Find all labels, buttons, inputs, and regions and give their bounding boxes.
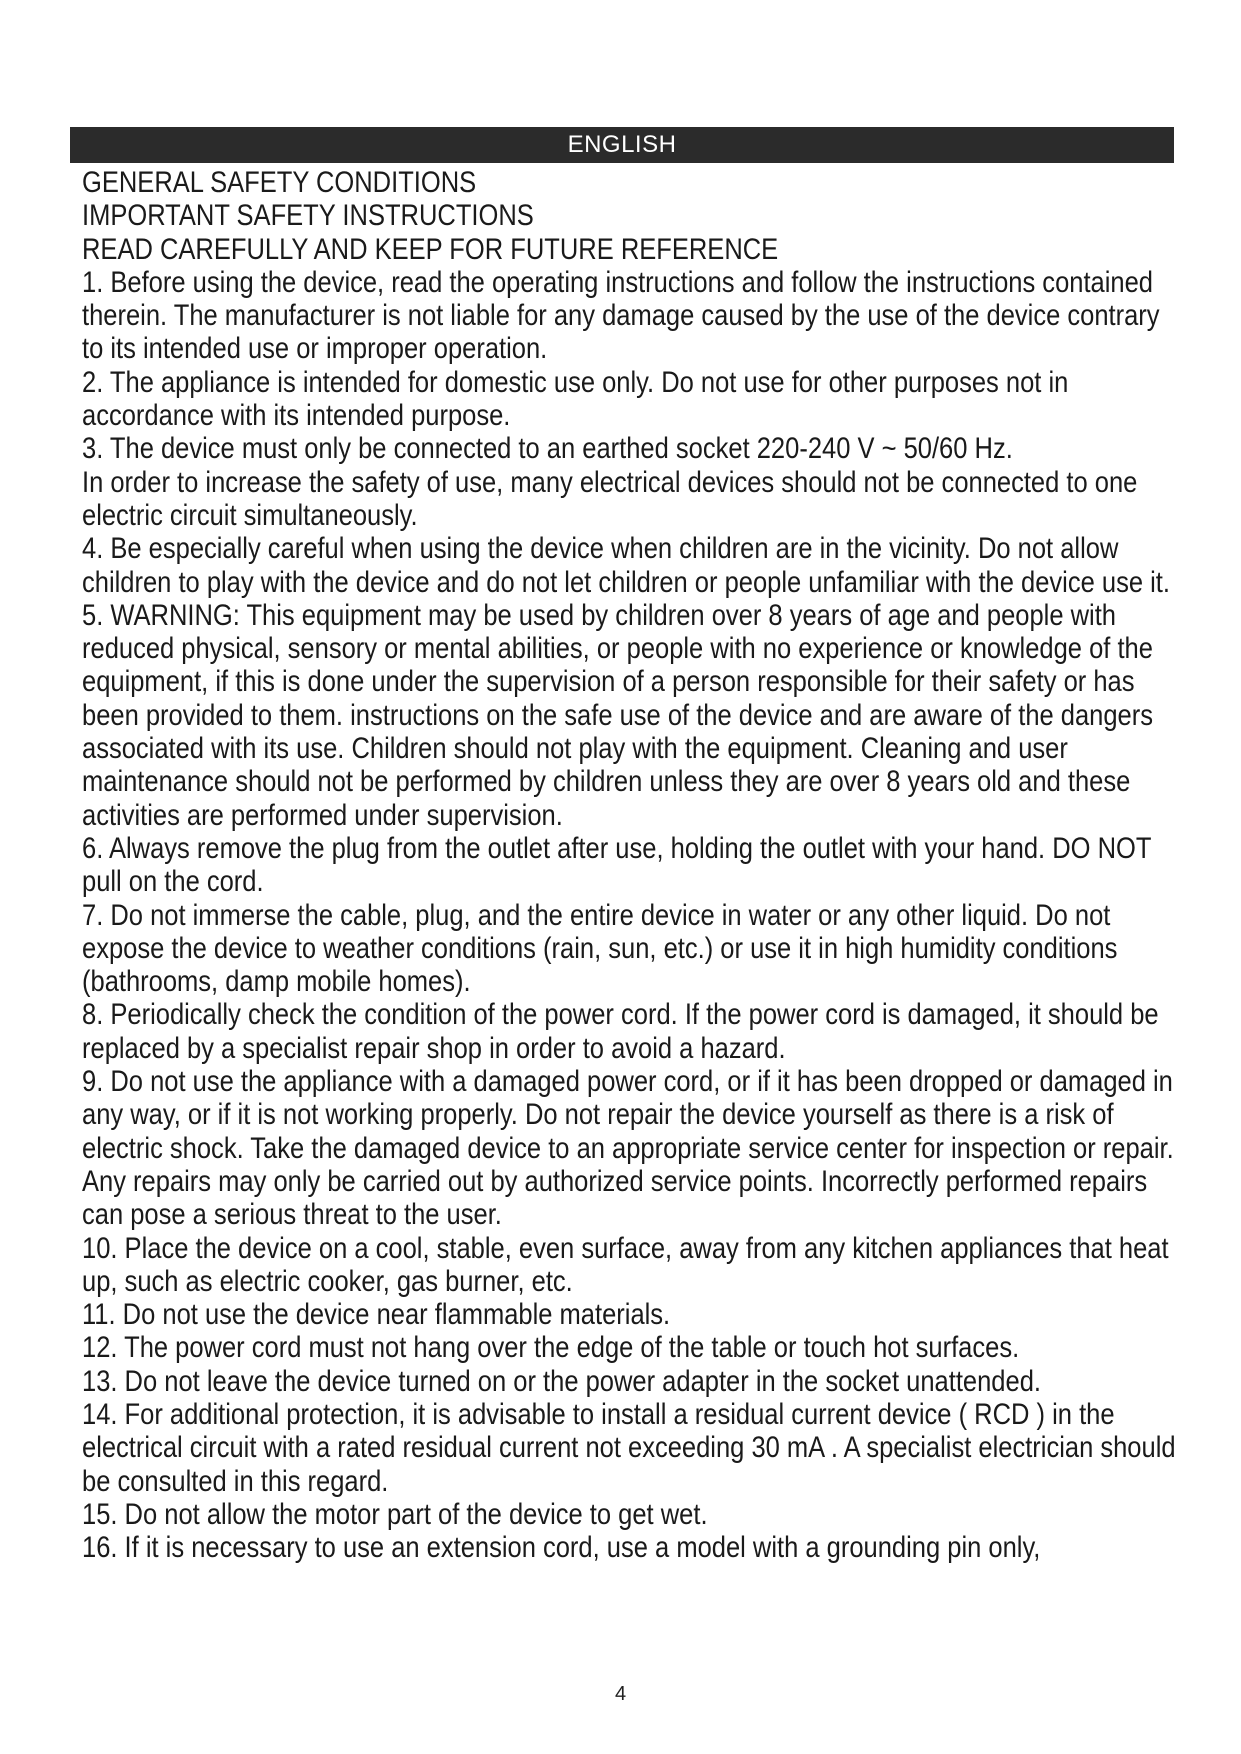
instruction-item-11: 11. Do not use the device near flammable materials. (82, 1298, 671, 1332)
instruction-item-13: 13. Do not leave the device turned on or the power adapter in the socket unattended. (82, 1364, 1041, 1398)
instruction-item-2: 2. The appliance is intended for domestic use only. Do not use for other purposes not in accordance with its intended purpose. (82, 365, 1069, 433)
instruction-item-16: 16. If it is necessary to use an extension cord, use a model with a grounding pin only, (82, 1531, 1041, 1565)
language-header-bar (70, 127, 1174, 163)
instruction-item-10: 10. Place the device on a cool, stable, even surface, away from any kitchen appliances that heat up, such as electric cooker, gas burner, etc. (82, 1231, 1169, 1298)
instruction-item-9: 9. Do not use the appliance with a damaged power cord, or if it has been dropped or damaged in any way, or if it is not working properly. Do not repair the device yourself as there is a risk of electric shock. Take the damaged device to an appropriate service center for inspection or repair. Any repairs may only be carried out by authorized service points. Incorrectly performed repairs can pose a serious threat to the user. (82, 1065, 1174, 1232)
section-heading-general: GENERAL SAFETY CONDITIONS (82, 166, 477, 199)
instruction-item-5: 5. WARNING: This equipment may be used by children over 8 years of age and people with reduced physical, sensory or mental abilities, or people with no experience or knowledge of the equipment, if this is done under the supervision of a person responsible for their safety or has been provided to them. instructions on the safe use of the device and are aware of the dangers associated with its use. Children should not play with the equipment. Cleaning and user maintenance should not be performed by children unless they are over 8 years old and these activities are performed under supervision. (82, 598, 1154, 832)
instruction-item-1: 1. Before using the device, read the operating instructions and follow the instructions contained therein. The manufacturer is not liable for any damage caused by the use of the device contrary to its intended use or improper operation. (82, 265, 1160, 366)
instruction-item-14: 14. For additional protection, it is advisable to install a residual current device ( RCD ) in the electrical circuit with a rated residual current not exceeding 30 mA . A specialist electrician should be consulted in this regard. (82, 1397, 1176, 1498)
instruction-item-6: 6. Always remove the plug from the outlet after use, holding the outlet with your hand. DO NOT pull on the cord. (82, 831, 1152, 899)
instruction-item-15: 15. Do not allow the motor part of the device to get wet. (82, 1497, 708, 1531)
safety-instructions-body (82, 166, 1181, 1564)
language-label: ENGLISH (567, 131, 677, 158)
section-heading-read-carefully: READ CAREFULLY AND KEEP FOR FUTURE REFERENCE (82, 232, 779, 266)
instruction-item-12: 12. The power cord must not hang over the edge of the table or touch hot surfaces. (82, 1331, 1020, 1365)
instruction-item-3: 3. The device must only be connected to an earthed socket 220-240 V ~ 50/60 Hz. (82, 432, 1013, 466)
instruction-item-3-note: In order to increase the safety of use, many electrical devices should not be connected to one electric circuit simultaneously. (82, 465, 1138, 532)
instruction-item-7: 7. Do not immerse the cable, plug, and the entire device in water or any other liquid. Do not expose the device to weather conditions (rain, sun, etc.) or use it in high humidity conditions (bathrooms, damp mobile homes). (82, 898, 1118, 999)
section-heading-important: IMPORTANT SAFETY INSTRUCTIONS (82, 199, 534, 233)
page-number: 4 (614, 1683, 627, 1705)
instruction-item-8: 8. Periodically check the condition of the power cord. If the power cord is damaged, it should be replaced by a specialist repair shop in order to avoid a hazard. (82, 998, 1159, 1065)
instruction-item-4: 4. Be especially careful when using the device when children are in the vicinity. Do not allow children to play with the device and do not let children or people unfamiliar with the device use it. (82, 532, 1170, 599)
